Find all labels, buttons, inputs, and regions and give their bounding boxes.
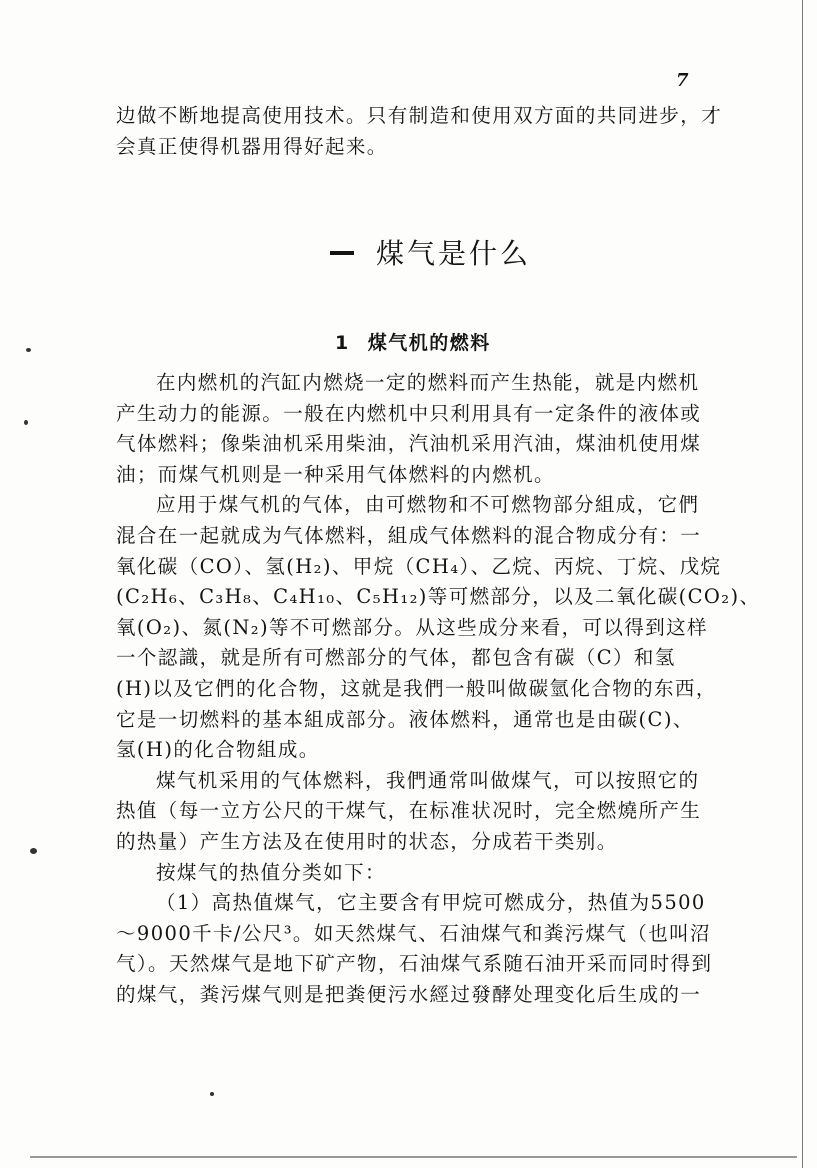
chapter-number-dash <box>330 251 354 255</box>
text-line: 热值（每一立方公尺的干煤气，在标准状况时，完全燃燒所产生 <box>116 799 702 823</box>
chapter-title <box>330 232 531 272</box>
text-line: (H)以及它們的化合物，这就是我們一般叫做碳氫化合物的东西， <box>116 676 717 700</box>
scan-speck <box>24 420 28 425</box>
text-line: 的热量）产生方法及在使用时的状态，分成若干类别。 <box>116 829 618 853</box>
scan-speck <box>30 848 37 854</box>
text-line: 混合在一起就成为气体燃料，組成气体燃料的混合物成分有：一 <box>116 523 702 547</box>
text-line: 边做不断地提高使用技术。只有制造和使用双方面的共同进步，才 <box>116 104 723 127</box>
text-line: 在内燃机的汽缸内燃烧一定的燃料而产生热能，就是内燃机 <box>156 371 700 394</box>
section-heading <box>335 328 491 355</box>
text-line: 它是一切燃料的基本組成部分。液体燃料，通常也是由碳(C)、 <box>116 707 694 731</box>
text-line: 应用于煤气机的气体，由可燃物和不可燃物部分組成，它們 <box>156 493 700 517</box>
text-line: 产生动力的能源。一般在内燃机中只利用具有一定条件的液体或 <box>116 401 702 425</box>
scan-speck <box>26 348 31 352</box>
text-line: 氧化碳（CO）、氢(H₂)、甲烷（CH₄）、乙烷、丙烷、丁烷、戊烷 <box>116 554 722 578</box>
page-number: 7 <box>676 70 689 91</box>
text-line: 的煤气，粪污煤气则是把粪便污水經过發酵处理变化后生成的一 <box>116 982 702 1006</box>
text-line: 一个認識，就是所有可燃部分的气体，都包含有碳（C）和氢 <box>116 646 676 670</box>
text-line: 油；而煤气机则是一种采用气体燃料的内燃机。 <box>116 462 555 486</box>
scan-speck <box>210 1092 214 1096</box>
section-title: 煤气机的燃料 <box>367 332 491 354</box>
section-number: 1 <box>335 332 350 354</box>
text-line: (C₂H₆、C₃H₈、C₄H₁₀、C₅H₁₂)等可燃部分，以及二氧化碳(CO₂)、 <box>116 585 761 609</box>
text-line: 氧(O₂)、氮(N₂)等不可燃部分。从这些成分来看，可以得到这样 <box>116 615 708 639</box>
text-line: 氢(H)的化合物組成。 <box>116 738 320 762</box>
page-edge-line <box>802 0 803 1168</box>
list-item-lead: （1）高热值煤气，它主要含有甲烷可燃成分，热值为5500 <box>156 891 706 915</box>
text-line: ～9000千卡/公尺³。如天然煤气、石油煤气和粪污煤气（也叫沼 <box>116 921 711 945</box>
body-text <box>116 368 761 1010</box>
text-line: 煤气机采用的气体燃料，我們通常叫做煤气，可以按照它的 <box>156 768 700 792</box>
intro-text <box>116 101 726 162</box>
text-line: 会真正使得机器用得好起来。 <box>116 134 388 158</box>
text-line: 气）。天然煤气是地下矿产物，石油煤气系随石油开采而同时得到 <box>116 952 713 976</box>
text-line: 气体燃料；像柴油机采用柴油，汽油机采用汽油，煤油机使用煤 <box>116 432 702 456</box>
text-line: 按煤气的热值分类如下： <box>156 860 386 884</box>
chapter-title-text: 煤气是什么 <box>376 237 532 270</box>
page-bottom-edge <box>30 1156 797 1158</box>
